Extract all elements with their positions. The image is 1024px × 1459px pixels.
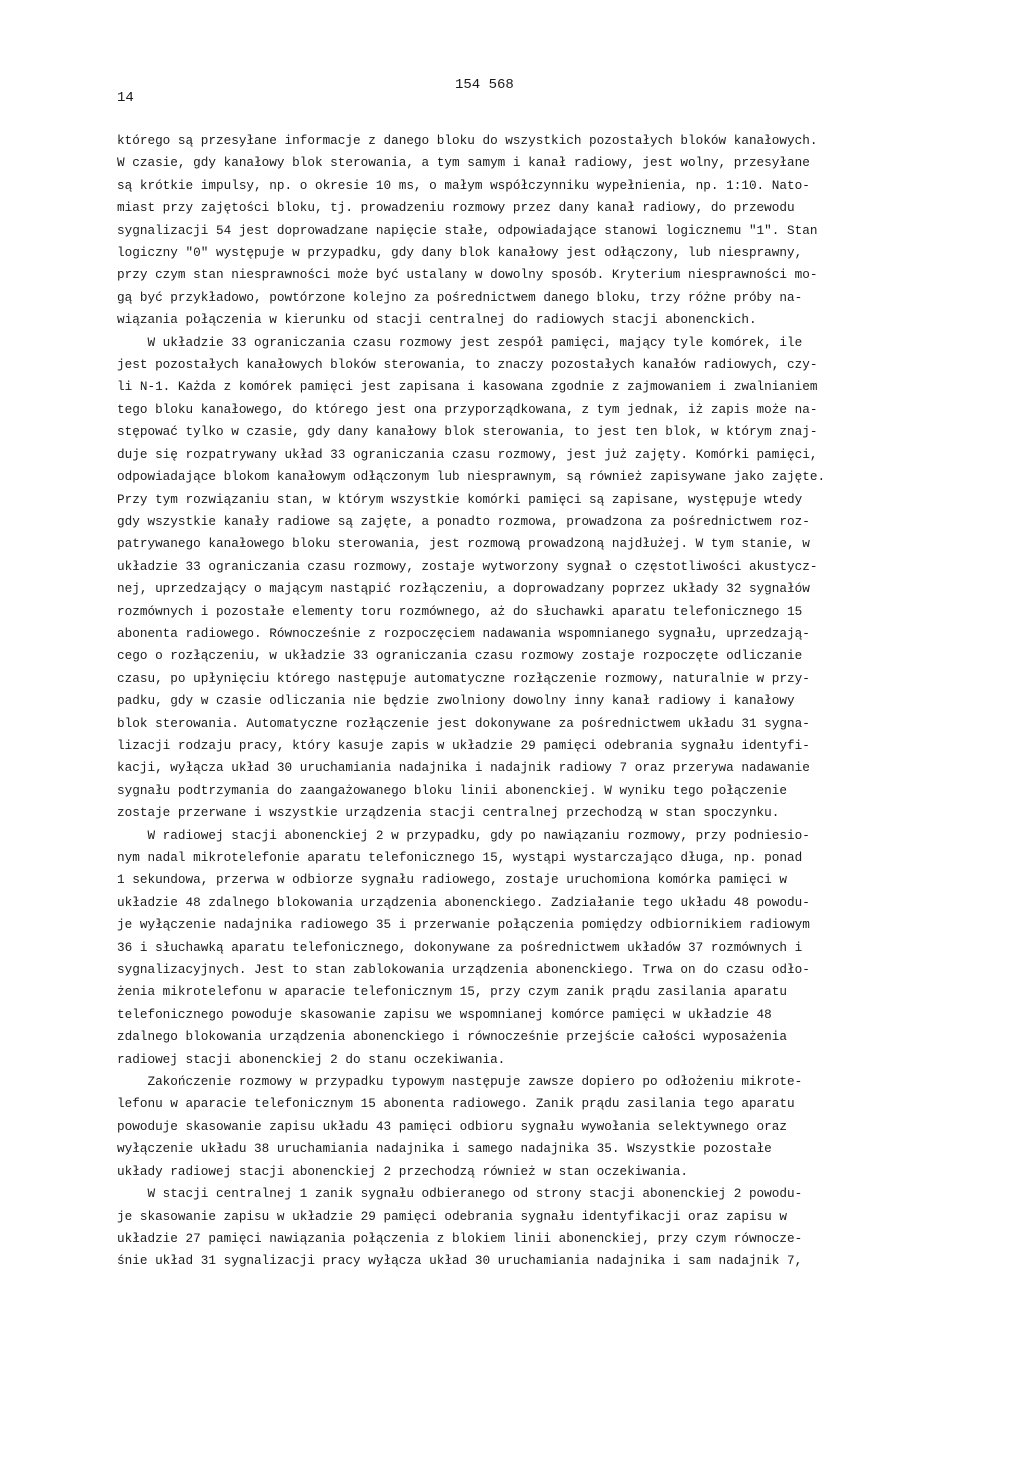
text-line: W układzie 33 ograniczania czasu rozmowy jest zespół pamięci, mający tyle komórek, ile [117, 334, 803, 350]
text-line: są krótkie impulsy, np. o okresie 10 ms, o małym współczynniku wypełnienia, np. 1:10. Nato- [117, 177, 810, 193]
text-line: gdy wszystkie kanały radiowe są zajęte, a ponadto rozmowa, prowadzona za pośrednictwem roz- [117, 513, 810, 529]
text-line: wiązania połączenia w kierunku od stacji centralnej do radiowych stacji abonenckich. [117, 312, 757, 328]
text-line: je skasowanie zapisu w układzie 29 pamięci odebrania sygnału identyfikacji oraz zapisu w [117, 1208, 788, 1224]
patent-number: 154 568 [455, 77, 514, 93]
text-line: cego o rozłączeniu, w układzie 33 ograniczania czasu rozmowy zostaje rozpoczęte odliczanie [117, 648, 803, 664]
text-line: sygnalizacji 54 jest doprowadzane napięcie stałe, odpowiadające stanowi logicznemu "1". Stan [117, 222, 818, 238]
text-line: je wyłączenie nadajnika radiowego 35 i przerwanie połączenia pomiędzy odbiornikiem radiowym [117, 917, 810, 933]
text-line: W stacji centralnej 1 zanik sygnału odbieranego od strony stacji abonenckiej 2 powodu- [117, 1186, 803, 1202]
text-line: padku, gdy w czasie odliczania nie będzie zwolniony dowolny inny kanał radiowy i kanałowy [117, 693, 795, 709]
text-line: nej, uprzedzający o mającym nastąpić rozłączeniu, a doprowadzany poprzez układy 32 sygnałów [117, 581, 810, 597]
text-line: odpowiadające blokom kanałowym odłączonym lub niesprawnym, są również zapisywane jako zajęte. [117, 469, 826, 485]
text-line: sygnalizacyjnych. Jest to stan zablokowania urządzenia abonenckiego. Trwa on do czasu odło- [117, 962, 810, 978]
text-line: powoduje skasowanie zapisu układu 43 pamięci odbioru sygnału wywołania selektywnego oraz [117, 1118, 788, 1134]
text-line: Przy tym rozwiązaniu stan, w którym wszystkie komórki pamięci są zapisane, występuje wtedy [117, 491, 803, 507]
text-line: wyłączenie układu 38 uruchamiania nadajnika i samego nadajnika 35. Wszystkie pozostałe [117, 1141, 772, 1157]
text-line: lefonu w aparacie telefonicznym 15 abonenta radiowego. Zanik prądu zasilania tego aparatu [117, 1096, 795, 1112]
text-line: zdalnego blokowania urządzenia abonenckiego i równocześnie przejście całości wyposażenia [117, 1029, 788, 1045]
text-line: gą być przykładowo, powtórzone kolejno za pośrednictwem danego bloku, trzy różne próby na- [117, 289, 803, 305]
text-line: układzie 33 ograniczania czasu rozmowy, zostaje wytworzony sygnał o częstotliwości akustycz- [117, 558, 818, 574]
text-line: W czasie, gdy kanałowy blok sterowania, a tym samym i kanał radiowy, jest wolny, przesyłane [117, 155, 810, 171]
text-line: jest pozostałych kanałowych bloków sterowania, to znaczy pozostałych kanałów radiowych, czy- [117, 357, 818, 373]
text-line: zostaje przerwane i wszystkie urządzenia stacji centralnej przechodzą w stan spoczynku. [117, 805, 780, 821]
text-line: nym nadal mikrotelefonie aparatu telefonicznego 15, wystąpi wystarczająco długa, np. ponad [117, 850, 803, 865]
text-line: układzie 27 pamięci nawiązania połączenia z blokiem linii abonenckiej, przy czym równocze- [117, 1230, 803, 1246]
page-number: 14 [117, 90, 134, 106]
text-line: kacji, wyłącza układ 30 uruchamiania nadajnika i nadajnik radiowy 7 oraz przerywa nadawanie [117, 760, 810, 776]
text-line: logiczny "0" występuje w przypadku, gdy dany blok kanałowy jest odłączony, lub niesprawny, [117, 245, 803, 261]
text-line: czasu, po upłynięciu którego następuje automatyczne rozłączenie rozmowy, naturalnie w przy- [117, 670, 810, 686]
text-line: radiowej stacji abonenckiej 2 do stanu oczekiwania. [117, 1051, 506, 1067]
text-line: układzie 48 zdalnego blokowania urządzenia abonenckiego. Zadziałanie tego układu 48 powodu- [117, 894, 810, 910]
text-line: tego bloku kanałowego, do którego jest ona przyporządkowana, z tym jednak, iż zapis może na- [117, 401, 818, 417]
text-line: abonenta radiowego. Równocześnie z rozpoczęciem nadawania wspomnianego sygnału, uprzedzają- [117, 625, 810, 641]
text-line: śnie układ 31 sygnalizacji pracy wyłącza układ 30 uruchamiania nadajnika i sam nadajnik 7, [117, 1253, 803, 1269]
body-text [117, 130, 907, 1273]
text-line: żenia mikrotelefonu w aparacie telefonicznym 15, przy czym zanik prądu zasilania aparatu [117, 984, 788, 1000]
text-line: duje się rozpatrywany układ 33 ograniczania czasu rozmowy, jest już zajęty. Komórki pamięci, [117, 446, 818, 462]
text-line: 1 sekundowa, przerwa w odbiorze sygnału radiowego, zostaje uruchomiona komórka pamięci w [117, 872, 788, 888]
text-line: sygnału podtrzymania do zaangażowanego bloku linii abonenckiej. W wyniku tego połączenie [117, 782, 788, 798]
text-line: stępować tylko w czasie, gdy dany kanałowy blok sterowania, to jest ten blok, w którym znaj- [117, 424, 818, 440]
text-line: układy radiowej stacji abonenckiej 2 przechodzą również w stan oczekiwania. [117, 1163, 689, 1179]
text-line: patrywanego kanałowego bloku sterowania, jest rozmową prowadzoną najdłużej. W tym stanie, w [117, 536, 810, 552]
text-line: 36 i słuchawką aparatu telefonicznego, dokonywane za pośrednictwem układów 37 rozmównych i [117, 939, 803, 955]
text-line: telefonicznego powoduje skasowanie zapisu we wspomnianej komórce pamięci w układzie 48 [117, 1006, 772, 1022]
text-line: miast przy zajętości bloku, tj. prowadzeniu rozmowy przez dany kanał radiowy, do przewodu [117, 200, 795, 216]
text-line: W radiowej stacji abonenckiej 2 w przypadku, gdy po nawiązaniu rozmowy, przy podniesio- [117, 827, 810, 843]
text-line: rozmównych i pozostałe elementy toru rozmównego, aż do słuchawki aparatu telefonicznego 15 [117, 603, 803, 619]
text-line: przy czym stan niesprawności może być ustalany w dowolny sposób. Kryterium niesprawności mo- [117, 267, 818, 283]
text-line: Zakończenie rozmowy w przypadku typowym następuje zawsze dopiero po odłożeniu mikrote- [117, 1074, 803, 1090]
text-line: którego są przesyłane informacje z danego bloku do wszystkich pozostałych bloków kanałowych. [117, 133, 818, 148]
text-line: blok sterowania. Automatyczne rozłączenie jest dokonywane za pośrednictwem układu 31 sygna- [117, 715, 810, 731]
text-line: li N-1. Każda z komórek pamięci jest zapisana i kasowana zgodnie z zajmowaniem i zwalnianiem [117, 379, 818, 395]
text-line: lizacji rodzaju pracy, który kasuje zapis w układzie 29 pamięci odebrania sygnału identyfi- [117, 737, 810, 753]
